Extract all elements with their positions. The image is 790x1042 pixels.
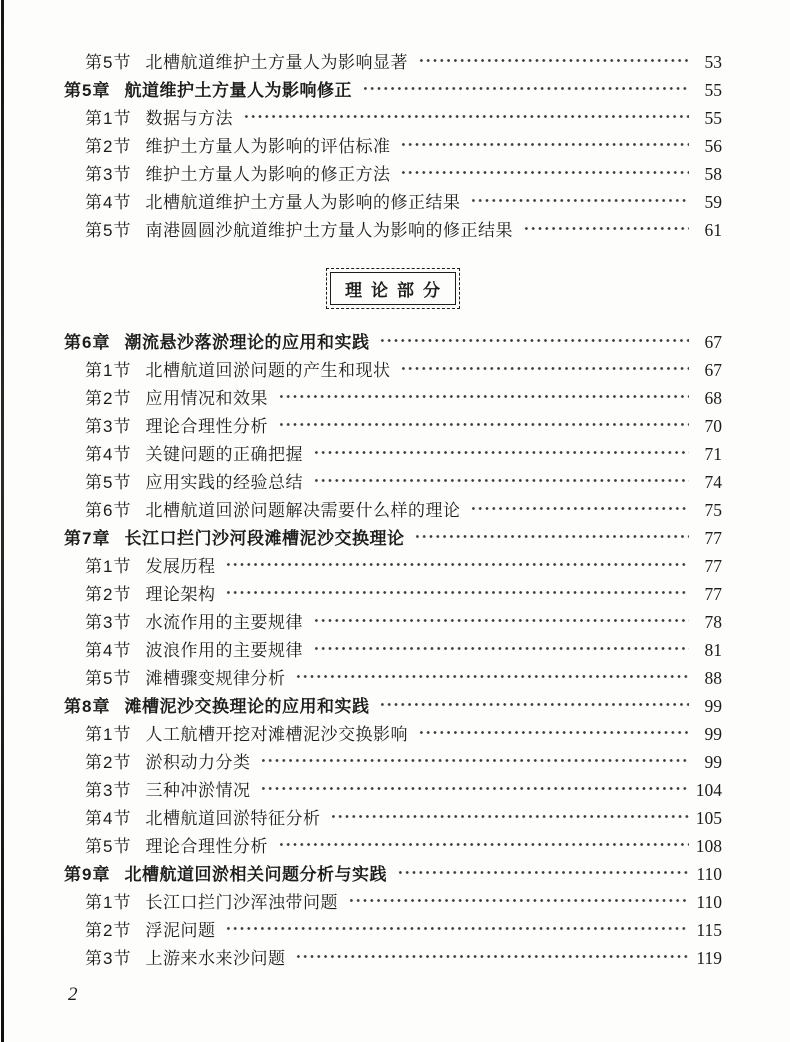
toc-entry-title: 水流作用的主要规律	[145, 613, 303, 632]
toc-entry-page: 77	[704, 528, 722, 548]
toc-entry-title: 三种冲淤情况	[145, 781, 251, 800]
dot-leader	[399, 135, 689, 152]
toc-entry-page: 88	[704, 668, 722, 688]
toc-entry-title: 理论架构	[145, 585, 216, 604]
dot-leader	[277, 387, 689, 404]
toc-entry	[64, 132, 722, 160]
toc-entry-page: 68	[704, 388, 722, 408]
toc-entry-label: 第2节	[85, 921, 132, 940]
toc-entry-page: 70	[704, 416, 722, 436]
toc-entry-title: 南港圆圆沙航道维护土方量人为影响的修正结果	[145, 221, 513, 240]
dot-leader	[399, 359, 689, 376]
part-divider-badge	[326, 268, 460, 309]
toc-entry-page: 74	[704, 472, 722, 492]
toc-entry-label: 第4节	[85, 809, 132, 828]
toc-entry-label: 第9章	[64, 865, 111, 884]
toc-entry	[64, 664, 722, 692]
dot-leader	[277, 415, 689, 432]
dot-leader	[224, 919, 689, 936]
toc-entry-label: 第5章	[64, 81, 111, 100]
toc-entry-page: 108	[695, 836, 722, 856]
toc-entry-label: 第3节	[85, 949, 132, 968]
dot-leader	[378, 331, 689, 348]
toc-entry-title: 维护土方量人为影响的评估标准	[145, 137, 391, 156]
toc-entry-label: 第6章	[64, 333, 111, 352]
table-of-contents	[64, 48, 722, 972]
toc-entry	[64, 832, 722, 860]
toc-entry-page: 81	[704, 640, 722, 660]
toc-entry	[64, 692, 722, 720]
toc-entry	[64, 720, 722, 748]
toc-entry-title: 淤积动力分类	[145, 753, 251, 772]
dot-leader	[417, 723, 689, 740]
dot-leader	[277, 835, 689, 852]
toc-entry-title: 数据与方法	[145, 109, 233, 128]
toc-entry-page: 75	[704, 500, 722, 520]
toc-entry	[64, 608, 722, 636]
toc-entry-title: 上游来水来沙问题	[145, 949, 286, 968]
toc-entry	[64, 384, 722, 412]
toc-entry-page: 53	[704, 52, 722, 72]
dot-leader	[361, 79, 689, 96]
toc-entry-title: 长江口拦门沙河段滩槽泥沙交换理论	[124, 529, 405, 548]
dot-leader	[242, 107, 689, 124]
toc-entry	[64, 636, 722, 664]
toc-entry-title: 北槽航道回淤问题的产生和现状	[145, 361, 391, 380]
toc-entry-title: 滩槽泥沙交换理论的应用和实践	[124, 697, 370, 716]
toc-entry-page: 55	[704, 80, 722, 100]
toc-entry-label: 第6节	[85, 501, 132, 520]
dot-leader	[347, 891, 689, 908]
toc-entry-title: 波浪作用的主要规律	[145, 641, 303, 660]
toc-entry-page: 56	[704, 136, 722, 156]
toc-entry-title: 航道维护土方量人为影响修正	[124, 81, 352, 100]
dot-leader	[312, 443, 689, 460]
toc-entry	[64, 552, 722, 580]
toc-entry-title: 北槽航道回淤问题解决需要什么样的理论	[145, 501, 461, 520]
dot-leader	[378, 695, 689, 712]
toc-entry-title: 滩槽骤变规律分析	[145, 669, 286, 688]
toc-entry-page: 110	[696, 892, 722, 912]
toc-entry-title: 长江口拦门沙浑浊带问题	[145, 893, 338, 912]
toc-entry-label: 第2节	[85, 753, 132, 772]
toc-entry-page: 78	[704, 612, 722, 632]
toc-entry-page: 67	[704, 360, 722, 380]
page-edge-line	[1, 0, 4, 1042]
toc-entry-label: 第5节	[85, 221, 132, 240]
toc-entry-label: 第7章	[64, 529, 111, 548]
toc-entry-title: 北槽航道维护土方量人为影响显著	[145, 53, 408, 72]
toc-entry-label: 第2节	[85, 137, 132, 156]
toc-entry-title: 北槽航道回淤相关问题分析与实践	[124, 865, 387, 884]
toc-entry-label: 第3节	[85, 165, 132, 184]
toc-entry-label: 第5节	[85, 473, 132, 492]
toc-entry-page: 104	[695, 780, 722, 800]
toc-entry-label: 第5节	[85, 837, 132, 856]
dot-leader	[417, 51, 689, 68]
toc-entry	[64, 944, 722, 972]
dot-leader	[224, 555, 689, 572]
toc-entry-label: 第3节	[85, 613, 132, 632]
toc-entry-page: 115	[696, 920, 722, 940]
toc-entry	[64, 48, 722, 76]
toc-entry-label: 第1节	[85, 725, 132, 744]
toc-entry-title: 发展历程	[145, 557, 216, 576]
toc-entry	[64, 160, 722, 188]
part-divider-label: 理论部分	[330, 272, 456, 305]
toc-entry-page: 67	[704, 332, 722, 352]
toc-entry	[64, 888, 722, 916]
toc-entry-title: 理论合理性分析	[145, 417, 268, 436]
toc-entry	[64, 748, 722, 776]
toc-entry-page: 55	[704, 108, 722, 128]
page-number: 2	[68, 984, 78, 1005]
toc-entry-page: 77	[704, 584, 722, 604]
toc-entry	[64, 440, 722, 468]
toc-entry-page: 99	[704, 724, 722, 744]
toc-entry-page: 110	[696, 864, 722, 884]
toc-entry-page: 119	[696, 948, 722, 968]
dot-leader	[312, 611, 689, 628]
toc-entry-label: 第2节	[85, 585, 132, 604]
toc-entry-label: 第4节	[85, 641, 132, 660]
toc-entry	[64, 412, 722, 440]
toc-entry-label: 第2节	[85, 389, 132, 408]
toc-entry	[64, 104, 722, 132]
toc-entry-page: 77	[704, 556, 722, 576]
toc-entry-title: 北槽航道维护土方量人为影响的修正结果	[145, 193, 461, 212]
toc-entry-label: 第3节	[85, 781, 132, 800]
dot-leader	[469, 499, 689, 516]
part-divider	[64, 268, 722, 308]
toc-entry-label: 第1节	[85, 557, 132, 576]
toc-entry-title: 应用实践的经验总结	[145, 473, 303, 492]
toc-entry	[64, 188, 722, 216]
toc-entry-label: 第1节	[85, 109, 132, 128]
dot-leader	[259, 779, 688, 796]
toc-entry-label: 第4节	[85, 445, 132, 464]
toc-entry	[64, 860, 722, 888]
dot-leader	[413, 527, 689, 544]
toc-entry-title: 浮泥问题	[145, 921, 216, 940]
toc-entry-title: 应用情况和效果	[145, 389, 268, 408]
toc-entry	[64, 356, 722, 384]
toc-entry-title: 潮流悬沙落淤理论的应用和实践	[124, 333, 370, 352]
toc-entry-title: 理论合理性分析	[145, 837, 268, 856]
toc-entry	[64, 76, 722, 104]
toc-entry	[64, 804, 722, 832]
toc-entry-label: 第1节	[85, 361, 132, 380]
dot-leader	[396, 863, 689, 880]
toc-entry-title: 北槽航道回淤特征分析	[145, 809, 321, 828]
toc-entry	[64, 328, 722, 356]
toc-entry	[64, 524, 722, 552]
toc-entry-page: 59	[704, 192, 722, 212]
dot-leader	[294, 667, 689, 684]
toc-entry-page: 71	[704, 444, 722, 464]
toc-entry-title: 维护土方量人为影响的修正方法	[145, 165, 391, 184]
toc-entry	[64, 496, 722, 524]
dot-leader	[399, 163, 689, 180]
toc-entry-page: 61	[704, 220, 722, 240]
dot-leader	[312, 639, 689, 656]
toc-entry-label: 第8章	[64, 697, 111, 716]
dot-leader	[469, 191, 689, 208]
toc-entry-page: 105	[695, 808, 722, 828]
toc-entry	[64, 916, 722, 944]
toc-entry	[64, 580, 722, 608]
toc-entry-page: 99	[704, 696, 722, 716]
toc-entry-title: 人工航槽开挖对滩槽泥沙交换影响	[145, 725, 408, 744]
toc-entry	[64, 776, 722, 804]
dot-leader	[329, 807, 688, 824]
toc-entry-page: 99	[704, 752, 722, 772]
dot-leader	[259, 751, 689, 768]
toc-entry-label: 第5节	[85, 53, 132, 72]
dot-leader	[312, 471, 689, 488]
toc-entry	[64, 216, 722, 244]
dot-leader	[294, 947, 689, 964]
toc-entry-page: 58	[704, 164, 722, 184]
dot-leader	[224, 583, 689, 600]
toc-entry-title: 关键问题的正确把握	[145, 445, 303, 464]
toc-entry-label: 第4节	[85, 193, 132, 212]
dot-leader	[522, 219, 689, 236]
toc-entry-label: 第5节	[85, 669, 132, 688]
toc-entry	[64, 468, 722, 496]
toc-entry-label: 第1节	[85, 893, 132, 912]
toc-entry-label: 第3节	[85, 417, 132, 436]
